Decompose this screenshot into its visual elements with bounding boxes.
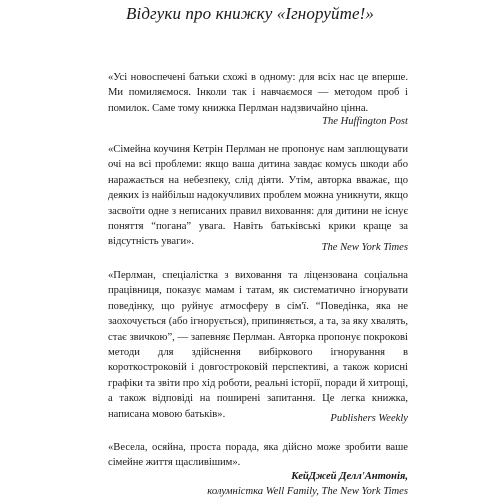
review-source-2: The New York Times (321, 242, 408, 253)
review-author-name: КейДжей Делл'Антонія, (291, 471, 408, 482)
review-text-3: «Перлман, спеціалістка з виховання та ліцензована соціальна працівниця, показує мамам і татам, як систематично ігнорувати поведінку, що руйнує атмосферу в сім'ї. “Поведінка, яка не заохочується (або ігнорується), припиняється, а та, за яку хвалять, стає звичкою”, — запевняє Перлман. Авторка пропонує покрокові методи для здійснення вибіркового ігнорування в короткостроковій і довгостроковій перспективі, а також корисні графіки та звіти про хід роботи, реальні історії, поради й хитрощі, а також відповіді на поширені запитання. Це легка книжка, написана мовою батьків». (108, 270, 409, 420)
review-source-3: Publishers Weekly (330, 413, 408, 424)
review-author-role: колумністка Well Family, The New York Times (207, 486, 408, 497)
review-text-1: «Усі новоспечені батьки схожі в одному: для всіх нас це вперше. Ми помиляємося. Інколи так і навчаємося — методом проб і помилок. Саме тому книжка Перлман надзвичайно цінна. (108, 72, 408, 114)
page-title: Відгуки про книжку «Ігноруйте!» (126, 4, 374, 23)
review-source-4 (108, 469, 408, 499)
review-source-1: The Huffington Post (322, 116, 408, 127)
review-text-4: «Весела, осяйна, проста порада, яка дійсно може зробити ваше сімейне життя щасливішим». (108, 442, 408, 469)
review-text-2: «Сімейна коучиня Кетрін Перлман не пропонує нам заплющувати очі на всі проблеми: якщо ваша дитина завдає комусь шкоди або наражається на небезпеку, слід діяти. Утім, авторка вважає, що деяких із найбільш надокучливих проблем можна уникнути, якщо засвоїти одне з неписаних правил виховання: для дитини не існує поняття “погана” увага. Навіть батьківські крики краще за відсутність уваги». (108, 144, 408, 248)
